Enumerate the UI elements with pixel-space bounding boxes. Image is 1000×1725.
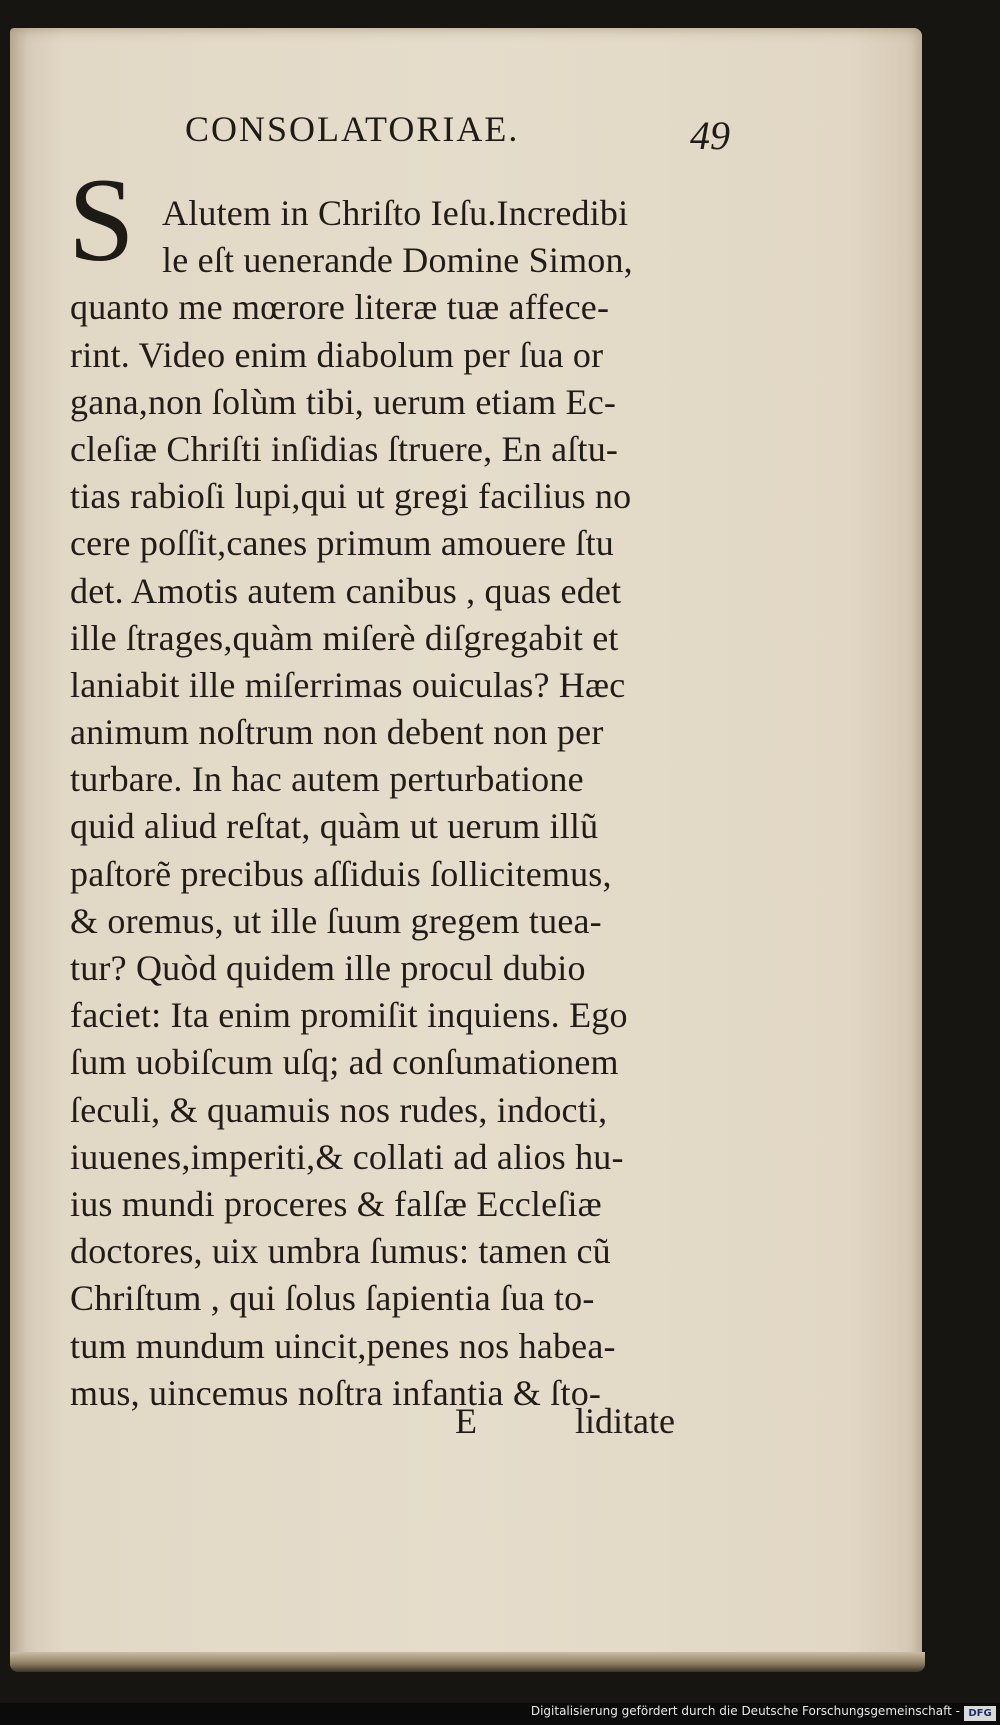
text-line: & oremus, ut ille ſuum gregem tuea-: [70, 900, 602, 941]
text-line: ius mundi proceres & falſæ Eccleſiæ: [70, 1183, 602, 1224]
text-line: faciet: Ita enim promiſit inquiens. Ego: [70, 995, 628, 1036]
text-line: ille ſtrages,quàm miſerè diſgregabit et: [70, 617, 619, 658]
text-line: paſtorẽ precibus aſſiduis ſollicitemus,: [70, 853, 612, 894]
dfg-logo: DFG: [964, 1706, 996, 1721]
catchword: liditate: [575, 1401, 675, 1441]
drop-initial: S: [68, 153, 135, 286]
text-line: det. Amotis autem canibus , quas edet: [70, 570, 622, 611]
text-line: animum noſtrum non debent non per: [70, 712, 604, 753]
text-line: laniabit ille miſerrimas ouiculas? Hæc: [70, 664, 626, 705]
text-line: cere poſſit,canes primum amouere ſtu: [70, 523, 615, 564]
text-line: gana,non ſolùm tibi, uerum etiam Ec-: [70, 381, 617, 422]
text-line: tum mundum uincit,penes nos habea-: [70, 1325, 616, 1366]
text-line: ſum uobiſcum uſq; ad conſumationem: [70, 1042, 619, 1083]
text-line: tur? Quòd quidem ille procul dubio: [70, 948, 586, 988]
page-number: 49: [690, 113, 730, 158]
text-line: iuuenes,imperiti,& collati ad alios hu-: [70, 1136, 624, 1177]
text-line: rint. Video enim diabolum per ſua or: [70, 334, 604, 375]
running-head: CONSOLATORIAE.: [185, 109, 520, 149]
text-line: Alutem in Chriſto Ieſu.Incredibi: [162, 193, 629, 233]
text-line: ſeculi, & quamuis nos rudes, indocti,: [70, 1089, 608, 1130]
text-line: turbare. In hac autem perturbatione: [70, 759, 584, 800]
text-line: Chriſtum , qui ſolus ſapientia ſua to-: [70, 1278, 595, 1319]
body-text: [70, 190, 770, 1417]
text-line: quanto me mœrore literæ tuæ affece-: [70, 287, 610, 328]
signature-mark: E: [455, 1401, 477, 1441]
page-edge: [10, 1652, 925, 1672]
text-line: quid aliud reſtat, quàm ut uerum illũ: [70, 806, 599, 847]
text-line: cleſiæ Chriſti inſidias ſtruere, En aſtu-: [70, 428, 619, 469]
footer-credit: Digitalisierung gefördert durch die Deutsche Forschungsgemeinschaft -: [530, 1704, 960, 1718]
text-line: doctores, uix umbra ſumus: tamen cũ: [70, 1231, 611, 1272]
text-line: mus, uincemus noſtra infantia & ſto-: [70, 1372, 602, 1413]
text-line: tias rabioſi lupi,qui ut gregi facilius no: [70, 476, 632, 517]
text-line: le eſt uenerande Domine Simon,: [162, 240, 633, 281]
